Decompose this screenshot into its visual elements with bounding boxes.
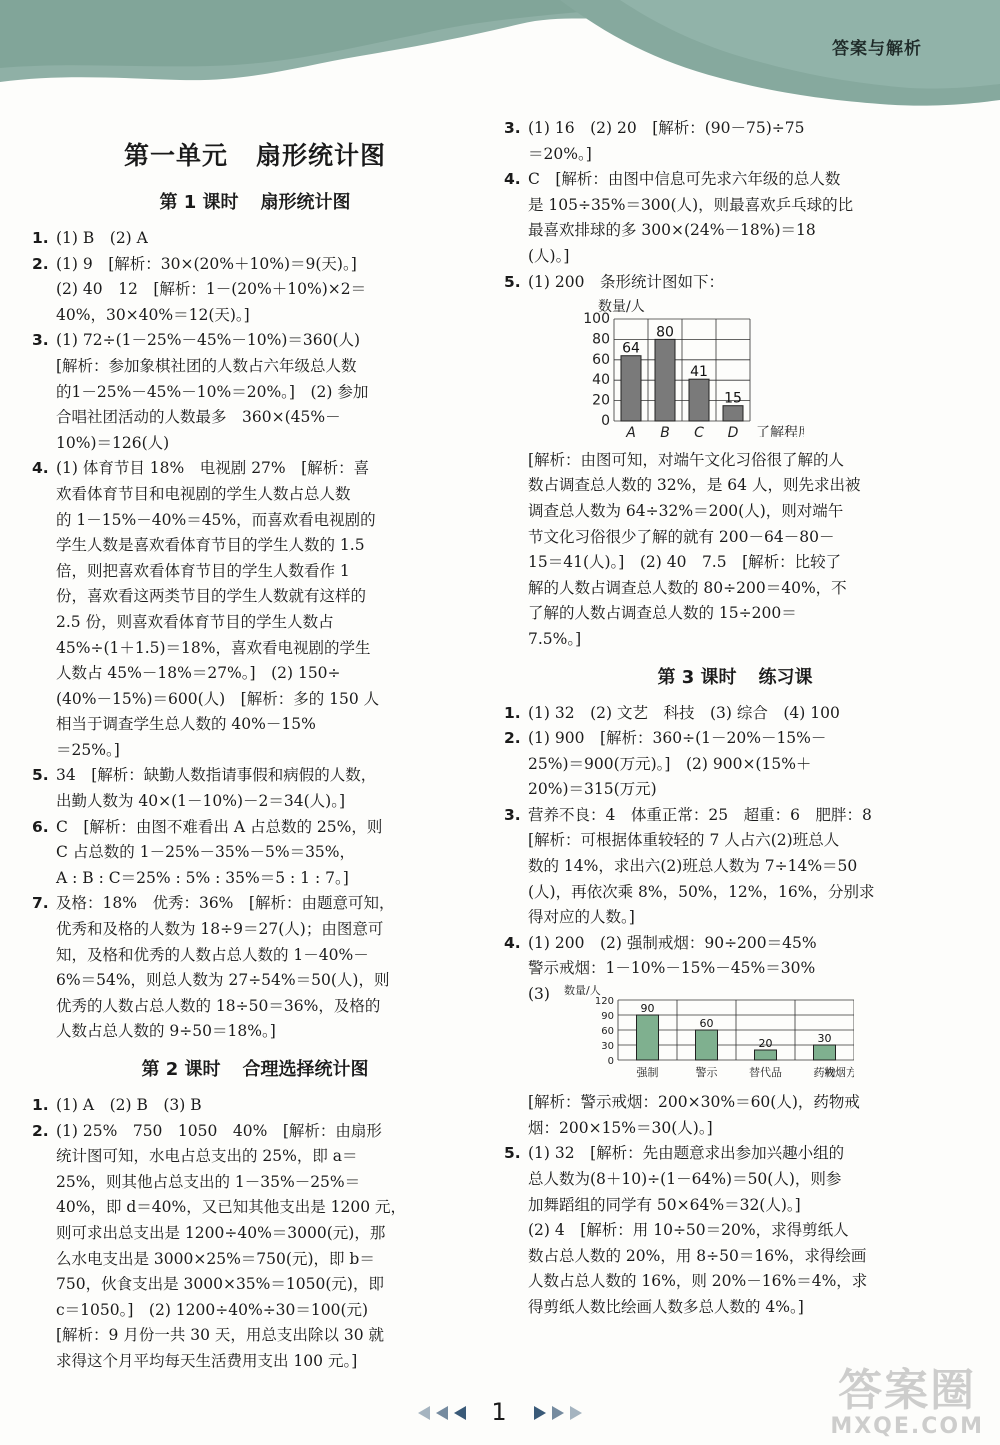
answer-line: (1) A (2) B (3) B: [56, 1096, 202, 1114]
lesson-3-number: 第 3 课时: [657, 666, 737, 688]
answer-line: 数的 14%，求出六(2)班总人数为 7÷14%＝50: [528, 857, 858, 876]
answer-line: (1) 32 (2) 文艺 科技 (3) 综合 (4) 100: [528, 703, 840, 722]
answer-line: C [解析：由图不难看出 A 占总数的 25%，则: [56, 817, 383, 836]
x-tick-label: 强制: [636, 1065, 659, 1079]
answer-line: C 占总数的 1－25%－35%－5%＝35%，: [56, 843, 356, 862]
answer-line: 的1－25%－45%－10%＝20%。] (2) 参加: [56, 382, 369, 401]
x-tick-label: 替代品: [749, 1065, 782, 1079]
answer-line: 求得这个月平均每天生活费用支出 100 元。]: [56, 1351, 358, 1370]
answer-line: 相当于调查学生总人数的 40%－15%: [56, 715, 316, 734]
answer-item: [32, 1119, 478, 1375]
answer-item: [504, 167, 966, 269]
answer-line: 40%，30×40%＝12(天)。]: [56, 305, 250, 324]
left-column: [32, 132, 478, 1375]
answer-line: 学生人数是喜欢看体育节目的学生人数的 1.5: [56, 536, 365, 555]
lesson-2-name: 合理选择统计图: [242, 1059, 369, 1080]
x-tick-label: C: [694, 425, 704, 438]
answer-line: 25%)＝900(万元)。] (2) 900×(15%＋: [528, 754, 812, 773]
answer-line: 750，伙食支出是 3000×35%＝1050(元)，即: [56, 1275, 384, 1294]
answer-number: 4.: [32, 459, 49, 478]
analysis-line: 调查总人数为 64÷32%＝200(人)，则对端午: [528, 501, 844, 520]
answer-line: 欢看体育节目和电视剧的学生人数占总人数: [56, 484, 351, 503]
analysis-line: 7.5%。]: [528, 629, 582, 648]
bar-药物戒烟: [814, 1045, 836, 1060]
answer-line: 加舞蹈组的同学有 50×64%＝32(人)。]: [528, 1195, 801, 1214]
answer-line: (1) B (2) A: [56, 229, 148, 247]
answer-number: 5.: [504, 272, 521, 291]
x-tick-label: 药物: [813, 1065, 836, 1079]
answer-line: [解析：参加象棋社团的人数占六年级总人数: [56, 356, 357, 375]
data-label: 20: [758, 1036, 773, 1050]
y-tick-label: 60: [592, 351, 610, 368]
watermark-url: MXQE.COM: [830, 1414, 984, 1439]
answer-line: 及格：18% 优秀：36% [解析：由题意可知，: [56, 894, 395, 913]
answer-line: 人数占总人数的 9÷50＝18%。]: [56, 1022, 276, 1041]
answer-item: [32, 328, 478, 456]
x-tick-label: 警示: [695, 1065, 718, 1079]
answer-line: (1) 900 [解析：360÷(1－20%－15%－: [528, 729, 827, 748]
answer-number: 3.: [504, 805, 521, 824]
answer-line: C [解析：由图中信息可先求六年级的总人数: [528, 170, 841, 189]
answer-line: 是 105÷35%＝300(人)，则最喜欢乒乓球的比: [528, 195, 854, 214]
answer-number: 1.: [504, 703, 521, 722]
data-label: 90: [640, 1001, 655, 1015]
answer-line: ＝25%。]: [56, 740, 120, 759]
answer-line: 最喜欢排球的多 300×(24%－18%)＝18: [528, 221, 816, 240]
answer-line: 知，及格和优秀的人数占总人数的 1－40%－: [56, 945, 369, 964]
bar-强制戒烟: [637, 1015, 659, 1060]
x-axis-label: 了解程: [756, 425, 798, 438]
lesson-2-answers-cont: [504, 116, 966, 295]
answer-item: [32, 763, 478, 814]
y-tick-label: 20: [592, 392, 610, 409]
unit-number: 第一单元: [123, 141, 228, 170]
analysis-line: 15＝41(人)。] (2) 40 7.5 [解析：比较了: [528, 553, 842, 572]
analysis-line: 数占调查总人数的 32%，是 64 人，则先求出被: [528, 476, 861, 495]
answer-number: 7.: [32, 894, 49, 913]
answer-number: 1.: [32, 229, 49, 247]
answer-line: 人数占总人数的 16%，则 20%－16%＝4%，求: [528, 1272, 868, 1291]
answer-number: 6.: [32, 817, 49, 836]
x-tick-label: D: [727, 425, 739, 438]
answer-line: 10%)＝126(人): [56, 433, 170, 452]
y-tick-label: 0: [601, 413, 610, 430]
data-label: 30: [817, 1031, 832, 1045]
right-column: [504, 116, 966, 1321]
unit-title: [32, 136, 478, 176]
lesson-2-answers: [32, 1093, 478, 1375]
answer-line: (2) 40 12 [解析：1－(20%＋10%)×2＝: [56, 280, 367, 299]
y-tick-label: 40: [592, 372, 610, 389]
answer-line: 人数占 45%－18%＝27%。] (2) 150÷: [56, 664, 341, 683]
answer-line: 优秀和及格的人数为 18÷9＝27(人)；由图意可: [56, 920, 384, 939]
answer-item: [32, 815, 478, 892]
answer-line: ＝20%。]: [528, 144, 592, 163]
answer-line: (1) 32 [解析：先由题意求出参加兴趣小组的: [528, 1144, 845, 1163]
bar-D: [723, 406, 743, 421]
lesson-3-title: [504, 661, 966, 695]
analysis-line: [解析：警示戒烟：200×30%＝60(人)，药物戒: [528, 1093, 860, 1112]
lesson-1-name: 扇形统计图: [260, 192, 351, 213]
answer-number: 4.: [504, 170, 521, 189]
answer-line: 么水电支出是 3000×25%＝750(元)，即 b＝: [56, 1249, 375, 1268]
answer-item: [504, 726, 966, 803]
bar-替代品戒烟: [755, 1050, 777, 1060]
x-axis-label: 戒烟方: [824, 1065, 854, 1079]
bar-chart-understanding: [504, 297, 804, 437]
watermark: [830, 1365, 984, 1439]
answer-line: (1) 16 (2) 20 [解析：(90－75)÷75: [528, 119, 805, 137]
x-tick-label: B: [660, 425, 670, 438]
answer-line: 统计图可知，水电占总支出的 25%，即 a＝: [56, 1147, 358, 1166]
answer-line: (1) 72÷(1－25%－45%－10%)＝360(人): [56, 331, 361, 350]
answer-line: (1) 体育节目 18% 电视剧 27% [解析：喜: [56, 459, 370, 478]
analysis-line: 了解的人数占调查总人数的 15÷200＝: [528, 604, 797, 623]
answer-item: [32, 1093, 478, 1119]
q5-analysis: [504, 448, 966, 653]
lesson-1-title: [32, 186, 478, 220]
answer-line: 34 [解析：缺勤人数指请事假和病假的人数，: [56, 766, 377, 785]
answer-number: 3.: [32, 331, 49, 350]
analysis-line: 烟：200×15%＝30(人)。]: [528, 1118, 713, 1137]
analysis-line: 解的人数占调查总人数的 80÷200＝40%，不: [528, 578, 847, 597]
q4-analysis: [504, 1090, 966, 1141]
answer-line: 的 1－15%－40%＝45%，而喜欢看电视剧的: [56, 510, 376, 529]
answer-line: (1) 9 [解析：30×(20%＋10%)＝9(天)。]: [56, 254, 357, 273]
answer-line: 40%，即 d＝40%，又已知其他支出是 1200 元，: [56, 1198, 407, 1217]
answer-line: 25%，则其他占总支出的 1－35%－25%＝: [56, 1172, 361, 1191]
answer-item: [504, 701, 966, 727]
answer-number: 4.: [504, 933, 521, 952]
y-tick-label: 90: [601, 1010, 614, 1022]
answer-line: 数占总人数的 20%，用 8÷50＝16%，求得绘画: [528, 1246, 867, 1265]
lesson-2-number: 第 2 课时: [141, 1059, 221, 1080]
answer-item: [32, 226, 478, 252]
answer-line: 警示戒烟：1－10%－15%－45%＝30%: [528, 959, 816, 978]
answer-number: 5.: [504, 1144, 521, 1163]
lesson-3-name: 练习课: [758, 666, 813, 688]
answer-number: 2.: [32, 254, 49, 273]
answer-item: [504, 116, 966, 167]
answer-number: 2.: [32, 1121, 49, 1140]
answer-line: 45%÷(1＋1.5)＝18%，喜欢看电视剧的学生: [56, 638, 371, 657]
answer-line: (3): [528, 985, 550, 1004]
answer-line: (1) 25% 750 1050 40% [解析：由扇形: [56, 1121, 382, 1140]
y-tick-label: 0: [607, 1055, 614, 1067]
lesson-1-answers: [32, 226, 478, 1045]
answer-line: 营养不良：4 体重正常：25 超重：6 肥胖：8: [528, 805, 872, 824]
answer-line: (2) 4 [解析：用 10÷50＝20%，求得剪纸人: [528, 1221, 849, 1240]
lesson-3-answers: [504, 701, 966, 1008]
page-number: 1: [491, 1398, 507, 1426]
answer-line: 2.5 份，则喜欢看体育节目的学生人数占: [56, 612, 334, 631]
answer-item: [504, 1141, 966, 1320]
answer-line: [解析：9 月份一共 30 天，用总支出除以 30 就: [56, 1326, 384, 1345]
answer-line: 倍，则把喜欢看体育节目的学生人数看作 1: [56, 561, 350, 580]
lesson-2-title: [32, 1053, 478, 1087]
answer-line: (40%－15%)＝600(人) [解析：多的 150 人: [56, 689, 380, 708]
x-tick-label: A: [626, 425, 636, 438]
y-tick-label: 120: [594, 995, 614, 1007]
bar-C: [689, 379, 709, 421]
bar-A: [621, 356, 641, 421]
answer-line: (人)。]: [528, 246, 570, 265]
bar-B: [655, 340, 675, 422]
y-axis-label: 数量/人: [598, 299, 645, 316]
answer-line: c＝1050。] (2) 1200÷40%÷30＝100(元): [56, 1300, 369, 1319]
answer-number: 5.: [32, 766, 49, 785]
answer-line: (1) 200 条形统计图如下：: [528, 272, 724, 291]
answer-item: [32, 891, 478, 1045]
answer-item: [32, 252, 478, 329]
data-label: 80: [656, 324, 674, 341]
answer-line: 份，喜欢看这两类节目的学生人数就有这样的: [56, 587, 367, 606]
answer-line: 则可求出总支出是 1200÷40%＝3000(元)，那: [56, 1223, 386, 1242]
y-tick-label: 60: [601, 1025, 614, 1037]
bar-警示戒烟: [696, 1030, 718, 1060]
answer-line: A : B : C＝25% : 5% : 35%＝5 : 1 : 7。]: [56, 868, 349, 887]
watermark-logo: 答案圈: [838, 1365, 977, 1416]
answer-item: [504, 931, 966, 1008]
y-axis-label: 数量/人: [564, 983, 601, 997]
lesson-3-answers-tail: [504, 1141, 966, 1320]
answer-line: 合唱社团活动的人数最多 360×(45%－: [56, 408, 341, 427]
data-label: 60: [699, 1016, 714, 1030]
answer-line: [解析：可根据体重较轻的 7 人占六(2)班总人: [528, 831, 840, 850]
answer-line: 得剪纸人数比绘画人数多总人数的 4%。]: [528, 1297, 804, 1316]
answer-line: 总人数为(8＋10)÷(1－64%)＝50(人)，则参: [528, 1170, 842, 1188]
data-label: 15: [724, 390, 742, 407]
y-tick-label: 80: [592, 331, 610, 348]
answer-number: 1.: [32, 1096, 49, 1114]
analysis-line: [解析：由图可知，对端午文化习俗很了解的人: [528, 450, 845, 469]
answer-item: [504, 270, 966, 296]
answer-line: 6%＝54%，则总人数为 27÷54%＝50(人)，则: [56, 971, 390, 990]
answer-line: (人)，再依次乘 8%，50%，12%，16%，分别求: [528, 882, 875, 901]
answer-line: 出勤人数为 40×(1－10%)－2＝34(人)。]: [56, 792, 346, 811]
header-title: 答案与解析: [832, 39, 922, 59]
unit-name: 扇形统计图: [256, 141, 387, 170]
y-tick-label: 100: [583, 311, 610, 328]
answer-number: 2.: [504, 729, 521, 748]
data-label: 41: [690, 364, 708, 381]
answer-item: [504, 803, 966, 931]
answer-item: [32, 456, 478, 763]
answer-line: 20%)＝315(万元): [528, 780, 657, 799]
answer-line: (1) 200 (2) 强制戒烟：90÷200＝45%: [528, 933, 817, 952]
y-tick-label: 30: [601, 1040, 614, 1052]
lesson-1-number: 第 1 课时: [159, 192, 239, 213]
answer-line: 优秀的人数占总人数的 18÷50＝36%，及格的: [56, 996, 381, 1015]
data-label: 64: [622, 340, 640, 357]
analysis-line: 节文化习俗很少了解的就有 200－64－80－: [528, 527, 835, 546]
answer-line: 得对应的人数。]: [528, 908, 635, 927]
answer-number: 3.: [504, 119, 521, 137]
